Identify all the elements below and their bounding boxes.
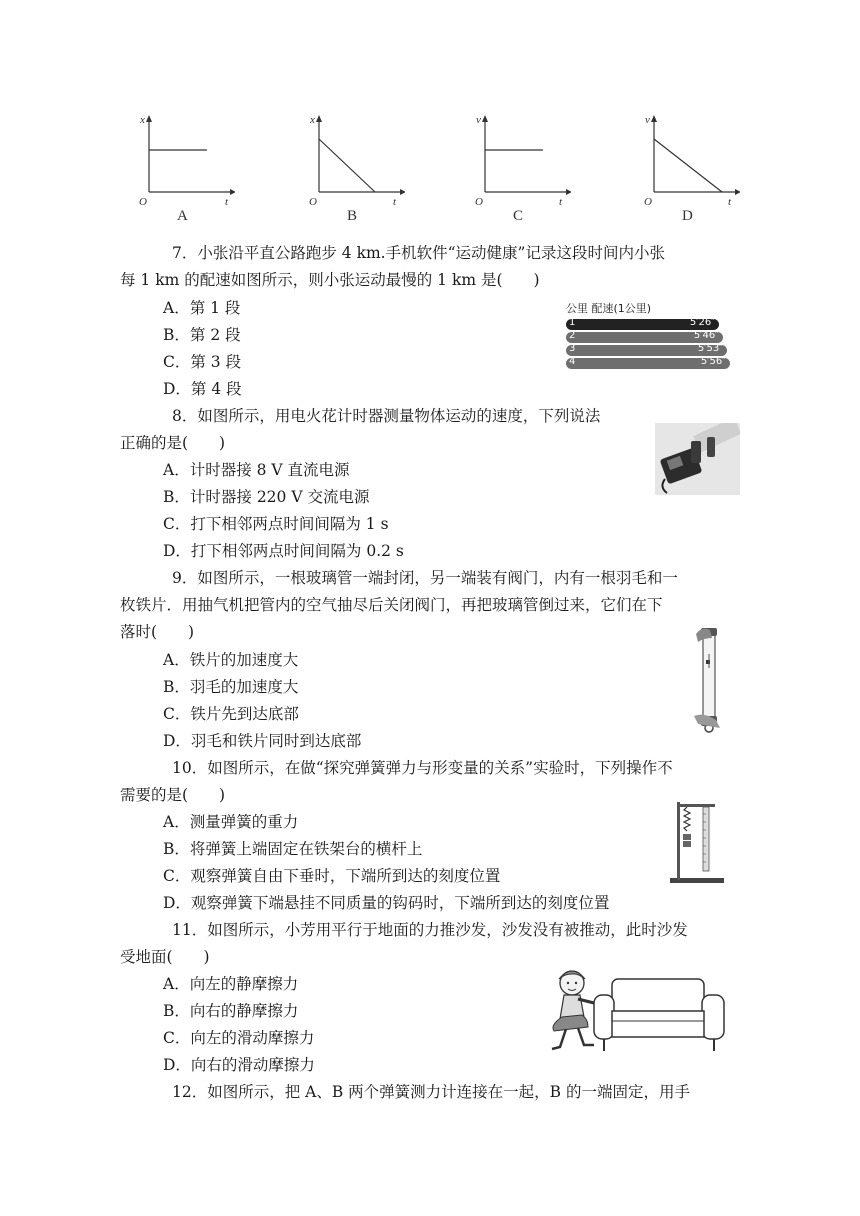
- graph-d-line: [654, 139, 722, 192]
- graph-d-origin: O: [644, 196, 652, 208]
- pace-km: 2: [569, 330, 576, 341]
- q11-stem-line1: 11．如图所示，小芳用平行于地面的力推沙发，沙发没有被推动，此时沙发: [172, 921, 688, 939]
- pace-row: [566, 319, 732, 330]
- graph-a-letter: A: [177, 208, 188, 224]
- pace-bar: [566, 345, 727, 356]
- pace-km: 1: [569, 317, 576, 328]
- pace-bar: [566, 358, 730, 369]
- graph-c-origin: O: [475, 196, 483, 208]
- q9-option-d: D．羽毛和铁片同时到达底部: [163, 732, 362, 750]
- q10-option-b: B．将弹簧上端固定在铁架台的横杆上: [163, 840, 423, 858]
- graph-a: [135, 112, 235, 232]
- q8-stem-line2: 正确的是( ): [120, 434, 226, 452]
- graph-c-yaxis-label: v: [476, 114, 481, 126]
- q11-option-d: D．向右的滑动摩擦力: [163, 1056, 315, 1074]
- q8-stem-line1: 8．如图所示，用电火花计时器测量物体运动的速度，下列说法: [172, 407, 601, 425]
- pace-row: [566, 332, 732, 343]
- pace-header: 公里 配速(1公里): [566, 302, 652, 315]
- graph-b-letter: B: [347, 208, 358, 224]
- pace-value: 5′56″: [700, 356, 726, 367]
- q9-option-c: C．铁片先到达底部: [163, 705, 299, 723]
- q7-option-b: B．第 2 段: [163, 326, 241, 344]
- q9-stem-line1: 9．如图所示，一根玻璃管一端封闭，另一端装有阀门，内有一根羽毛和一: [172, 569, 678, 587]
- q10-stem-line2: 需要的是( ): [120, 786, 226, 804]
- graph-c-xaxis-label: t: [559, 196, 563, 208]
- q9-option-a: A．铁片的加速度大: [163, 651, 299, 669]
- graph-a-xaxis-label: t: [225, 196, 229, 208]
- pace-value: 5′46″: [693, 330, 719, 341]
- q8-option-a: A．计时器接 8 V 直流电源: [163, 461, 350, 479]
- q7-option-c: C．第 3 段: [163, 353, 242, 371]
- graph-a-origin: O: [139, 196, 147, 208]
- pace-row: [566, 345, 732, 356]
- q7-stem-line1: 7．小张沿平直公路跑步 4 km.手机软件“运动健康”记录这段时间内小张: [172, 244, 665, 262]
- q9-stem-line3: 落时( ): [120, 623, 195, 641]
- pace-km: 4: [569, 356, 576, 367]
- q11-stem-line2: 受地面( ): [120, 948, 210, 966]
- pace-bar: [566, 332, 723, 343]
- q11-option-b: B．向右的静摩擦力: [163, 1002, 299, 1020]
- girl-pushing-sofa-figure: [548, 965, 730, 1061]
- q10-option-d: D．观察弹簧下端悬挂不同质量的钩码时，下端所到达的刻度位置: [163, 894, 610, 912]
- q12-stem-line1: 12．如图所示，把 A、B 两个弹簧测力计连接在一起，B 的一端固定，用手: [172, 1083, 690, 1101]
- graph-b-origin: O: [309, 196, 317, 208]
- q9-stem-line2: 枚铁片．用抽气机把管内的空气抽尽后关闭阀门，再把玻璃管倒过来，它们在下: [120, 596, 663, 614]
- spark-timer-photo: [655, 423, 740, 499]
- q11-option-a: A．向左的静摩擦力: [163, 975, 299, 993]
- graph-a-yaxis-label: x: [140, 114, 145, 126]
- graph-b-xaxis-label: t: [393, 196, 397, 208]
- graph-b: [305, 112, 405, 232]
- q8-option-d: D．打下相邻两点时间间隔为 0.2 s: [163, 542, 404, 560]
- q11-option-c: C．向左的滑动摩擦力: [163, 1029, 315, 1047]
- q8-option-b: B．计时器接 220 V 交流电源: [163, 488, 370, 506]
- q8-option-c: C．打下相邻两点时间间隔为 1 s: [163, 515, 389, 533]
- pace-row: [566, 358, 732, 369]
- q7-option-d: D．第 4 段: [163, 380, 242, 398]
- pace-figure: [566, 301, 732, 369]
- glass-tube-figure: [690, 620, 730, 739]
- graph-d-letter: D: [682, 208, 693, 224]
- graph-b-line: [319, 139, 375, 192]
- q7-stem-line2: 每 1 km 的配速如图所示，则小张运动最慢的 1 km 是( ): [120, 271, 540, 289]
- pace-value: 5′26″: [689, 317, 715, 328]
- q10-option-c: C．观察弹簧自由下垂时，下端所到达的刻度位置: [163, 867, 501, 885]
- q10-stem-line1: 10．如图所示，在做“探究弹簧弹力与形变量的关系”实验时，下列操作不: [172, 759, 673, 777]
- graph-d: [640, 112, 740, 232]
- pace-bar: [566, 319, 719, 330]
- graph-c-letter: C: [513, 208, 524, 224]
- pace-km: 3: [569, 343, 576, 354]
- graph-c: [471, 112, 571, 232]
- graph-b-yaxis-label: x: [310, 114, 315, 126]
- iron-stand-spring-figure: [668, 798, 728, 892]
- pace-rows: [566, 319, 732, 369]
- pace-value: 5′53″: [697, 343, 723, 354]
- q9-option-b: B．羽毛的加速度大: [163, 678, 299, 696]
- q7-option-a: A．第 1 段: [163, 299, 241, 317]
- graph-d-xaxis-label: t: [728, 196, 732, 208]
- graph-d-yaxis-label: v: [645, 114, 650, 126]
- q10-option-a: A．测量弹簧的重力: [163, 813, 299, 831]
